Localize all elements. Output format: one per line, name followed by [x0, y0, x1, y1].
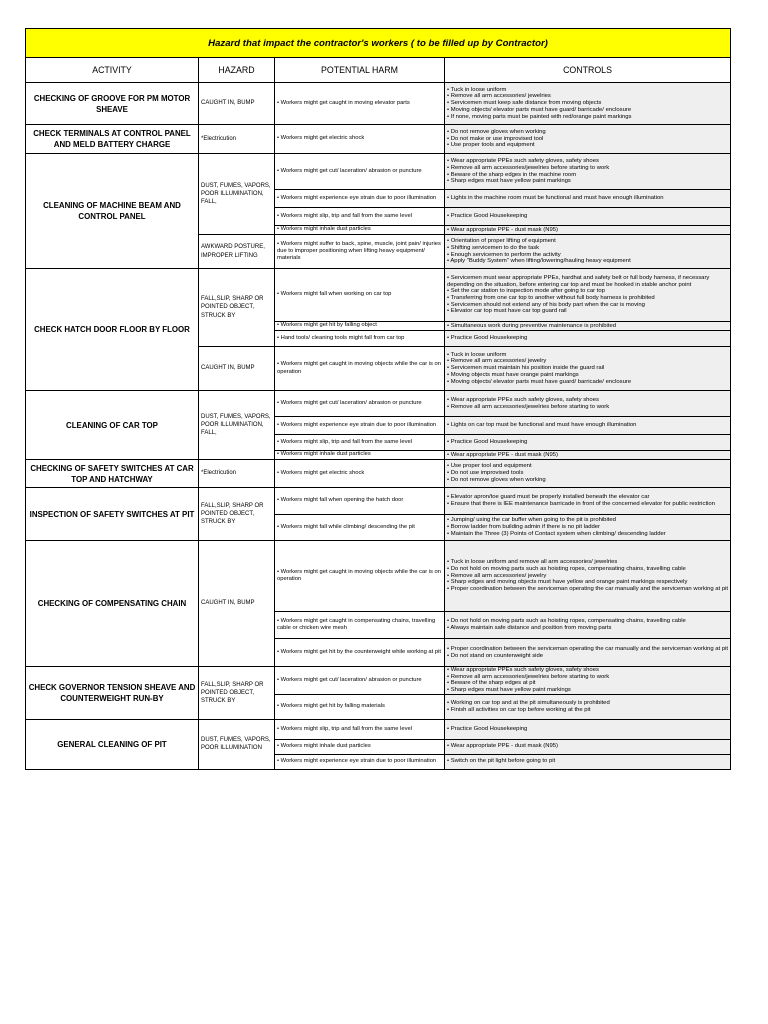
- potential-harm-cell: • Workers might get caught in moving elevator parts: [275, 83, 445, 125]
- control-item: • Elevator car top must have car top guard rail: [447, 308, 567, 315]
- control-item: • Do not use improvised tools: [447, 470, 524, 477]
- control-item: • Practice Good Housekeeping: [447, 439, 528, 446]
- activity-cell: CLEANING OF MACHINE BEAM AND CONTROL PANEL: [26, 154, 199, 269]
- control-item: • Moving objects must have orange paint markings: [447, 371, 579, 378]
- table-row: [26, 541, 731, 612]
- control-item: • Working on car top and at the pit simultaneously is prohibited: [447, 700, 610, 707]
- control-item: • Moving objects/ elevator parts must have guard/ barricade/ enclosure: [447, 378, 632, 385]
- control-item: • Wear appropriate PPEs such safety gloves, safety shoes: [447, 158, 599, 165]
- activity-cell: CLEANING OF CAR TOP: [26, 391, 199, 460]
- hazard-cell: FALL,SLIP, SHARP OR POINTED OBJECT, STRUCK BY: [199, 488, 275, 541]
- control-item: • Moving objects/ elevator parts must have guard/ barricade/ enclosure: [447, 106, 632, 113]
- control-item: • Do not remove gloves when working: [447, 476, 546, 483]
- potential-harm-cell: • Workers might experience eye strain due to poor illumination: [275, 754, 445, 769]
- potential-harm-cell: • Workers might get hit by the counterweight while working at pit: [275, 639, 445, 667]
- hazard-cell: AWKWARD POSTURE, IMPROPER LIFTING: [199, 235, 275, 269]
- hazard-cell: FALL,SLIP, SHARP OR POINTED OBJECT, STRUCK BY: [199, 667, 275, 720]
- table-row: [26, 667, 731, 695]
- control-item: • Wear appropriate PPE - dust mask (N95): [447, 743, 558, 750]
- hazard-cell: DUST, FUMES, VAPORS, POOR ILLUMINATION: [199, 719, 275, 769]
- hazard-cell: DUST, FUMES, VAPORS, POOR ILLUMINATION, FALL,: [199, 154, 275, 235]
- control-item: • Wear appropriate PPE - dust mask (N95): [447, 451, 558, 458]
- potential-harm-cell: • Workers might experience eye strain due to poor illumination: [275, 417, 445, 435]
- control-item: • Beware of the sharp edges in the machine room: [447, 171, 577, 178]
- control-item: • Do not remove gloves when working: [447, 128, 546, 135]
- table-row: [26, 125, 731, 154]
- header-potential-harm: POTENTIAL HARM: [275, 58, 445, 83]
- hazard-cell: *Electricution: [199, 125, 275, 154]
- control-item: • Remove all arm accessories/ jewelries: [447, 93, 551, 100]
- potential-harm-cell: • Workers might get hit by falling object: [275, 322, 445, 331]
- control-item: • Do not hold on moving parts such as hoisting ropes, compensating chains, travelling cable: [447, 618, 686, 625]
- control-item: • Wear appropriate PPEs such safety gloves, safety shoes: [447, 396, 599, 403]
- controls-cell: [445, 190, 731, 208]
- table-row: [26, 719, 731, 739]
- controls-cell: [445, 322, 731, 331]
- hazard-cell: CAUGHT IN, BUMP: [199, 83, 275, 125]
- potential-harm-cell: • Workers might get electric shock: [275, 460, 445, 488]
- controls-cell: [445, 83, 731, 125]
- control-item: • Orientation of proper lifting of equipment: [447, 238, 556, 245]
- control-item: • Maintain the Three (3) Points of Contact system when climbing/ descending ladder: [447, 530, 666, 537]
- controls-cell: [445, 754, 731, 769]
- control-item: • Practice Good Housekeeping: [447, 213, 528, 220]
- potential-harm-cell: • Hand tools/ cleaning tools might fall from car top: [275, 331, 445, 347]
- control-item: • Tuck in loose uniform: [447, 351, 507, 358]
- activity-cell: CHECK HATCH DOOR FLOOR BY FLOOR: [26, 269, 199, 391]
- controls-cell: [445, 347, 731, 391]
- controls-cell: [445, 541, 731, 612]
- controls-cell: [445, 488, 731, 515]
- control-item: • Proper coordination between the serviceman operating the car manually and the serviceman working at pit: [447, 586, 729, 593]
- control-item: • Servicemen must maintain his position inside the guard rail: [447, 365, 605, 372]
- hazard-cell: CAUGHT IN, BUMP: [199, 347, 275, 391]
- potential-harm-cell: • Workers might get hit by falling materials: [275, 694, 445, 719]
- control-item: • Servicemen must keep safe distance from moving objects: [447, 100, 602, 107]
- control-item: • Use proper tool and equipment: [447, 463, 532, 470]
- control-item: • Lights on car top must be functional and must have enough illumination: [447, 422, 637, 429]
- control-item: • Beware of the sharp edges at pit: [447, 680, 536, 687]
- control-item: • Enough servicemen to perform the activity: [447, 251, 561, 258]
- activity-cell: CHECK TERMINALS AT CONTROL PANEL AND MELD BATTERY CHARGE: [26, 125, 199, 154]
- control-item: • Jumping/ using the car buffer when going to the pit is prohibited: [447, 517, 616, 524]
- controls-cell: [445, 515, 731, 541]
- control-item: • Set the car station to inspection mode after going to car top: [447, 288, 605, 295]
- potential-harm-cell: • Workers might slip, trip and fall from the same level: [275, 208, 445, 226]
- control-item: • Remove all arm accessories/jewelries before starting to work: [447, 403, 610, 410]
- potential-harm-cell: • Workers might get cut/ laceration/ abrasion or puncture: [275, 154, 445, 190]
- control-item: • Practice Good Housekeeping: [447, 335, 528, 342]
- control-item: • Shifting servicemen to do the task: [447, 244, 540, 251]
- controls-cell: [445, 154, 731, 190]
- header-hazard: HAZARD: [199, 58, 275, 83]
- control-item: • Sharp edges and moving objects must have yellow and orange paint markings respectively: [447, 579, 688, 586]
- control-item: • Remove all arm accessories/ jewelry: [447, 358, 547, 365]
- controls-cell: [445, 125, 731, 154]
- table-title: Hazard that impact the contractor's workers ( to be filled up by Contractor): [26, 29, 731, 58]
- controls-cell: [445, 612, 731, 639]
- potential-harm-cell: • Workers might fall while climbing/ descending the pit: [275, 515, 445, 541]
- activity-cell: INSPECTION OF SAFETY SWITCHES AT PIT: [26, 488, 199, 541]
- controls-cell: [445, 235, 731, 269]
- header-row: [26, 58, 731, 83]
- potential-harm-cell: • Workers might experience eye strain due to poor illumination: [275, 190, 445, 208]
- control-item: • Transferring from one car top to another without full body harness is prohibited: [447, 295, 655, 301]
- control-item: • Apply "Buddy System" when lifting/lowering/hauling heavy equipment: [447, 258, 631, 265]
- control-item: • Practice Good Housekeeping: [447, 725, 528, 732]
- control-item: • Sharp edges must have yellow paint markings: [447, 178, 571, 185]
- control-item: • Do not make or use improvised tool: [447, 135, 544, 142]
- potential-harm-cell: • Workers might inhale dust particles: [275, 226, 445, 235]
- potential-harm-cell: • Workers might fall when opening the hatch door: [275, 488, 445, 515]
- hazard-table: [25, 28, 731, 770]
- control-item: • Use proper tools and equipment: [447, 142, 535, 149]
- table-row: [26, 460, 731, 488]
- hazard-assessment-sheet: [25, 28, 730, 770]
- control-item: • Tuck in loose uniform and remove all arm accessories/ jewelries: [447, 559, 618, 566]
- control-item: • Remove all arm accessories/jewelries before starting to work: [447, 164, 610, 171]
- potential-harm-cell: • Workers might get cut/ laceration/ abrasion or puncture: [275, 667, 445, 695]
- hazard-cell: FALL,SLIP, SHARP OR POINTED OBJECT, STRUCK BY: [199, 269, 275, 347]
- controls-cell: [445, 208, 731, 226]
- potential-harm-cell: • Workers might get caught in compensating chains, travelling cable or chicken wire mesh: [275, 612, 445, 639]
- control-item: • Elevator apron/toe guard must be properly installed beneath the elevator car: [447, 494, 650, 501]
- controls-cell: [445, 331, 731, 347]
- activity-cell: GENERAL CLEANING OF PIT: [26, 719, 199, 769]
- activity-cell: CHECK GOVERNOR TENSION SHEAVE AND COUNTERWEIGHT RUN-BY: [26, 667, 199, 720]
- potential-harm-cell: • Workers might get caught in moving objects while the car is on operation: [275, 347, 445, 391]
- controls-cell: [445, 719, 731, 739]
- controls-cell: [445, 391, 731, 417]
- control-item: • If none, moving parts must be painted with red/orange paint markings: [447, 113, 632, 120]
- table-body: [26, 83, 731, 770]
- potential-harm-cell: • Workers might slip, trip and fall from the same level: [275, 719, 445, 739]
- potential-harm-cell: • Workers might inhale dust particles: [275, 739, 445, 754]
- table-row: [26, 269, 731, 322]
- table-row: [26, 488, 731, 515]
- table-row: [26, 83, 731, 125]
- controls-cell: [445, 417, 731, 435]
- potential-harm-cell: • Workers might get cut/ laceration/ abrasion or puncture: [275, 391, 445, 417]
- control-item: • Borrow ladder from building admin if there is no pit ladder: [447, 524, 601, 531]
- control-item: • Wear appropriate PPE - dust mask (N95): [447, 226, 558, 233]
- control-item: • Wear appropriate PPEs such safety gloves, safety shoes: [447, 667, 599, 673]
- hazard-cell: CAUGHT IN, BUMP: [199, 541, 275, 667]
- controls-cell: [445, 667, 731, 695]
- controls-cell: [445, 739, 731, 754]
- activity-cell: CHECKING OF GROOVE FOR PM MOTOR SHEAVE: [26, 83, 199, 125]
- controls-cell: [445, 451, 731, 460]
- controls-cell: [445, 694, 731, 719]
- table-row: [26, 154, 731, 190]
- controls-cell: [445, 226, 731, 235]
- control-item: • Finish all activities on car top before working at the pit: [447, 706, 591, 713]
- potential-harm-cell: • Workers might fall when working on car top: [275, 269, 445, 322]
- control-item: • Switch on the pit light before going to pit: [447, 758, 556, 765]
- control-item: • Always maintain safe distance and position from moving parts: [447, 625, 612, 631]
- control-item: • Tuck in loose uniform: [447, 86, 507, 93]
- controls-cell: [445, 460, 731, 488]
- controls-cell: [445, 435, 731, 451]
- potential-harm-cell: • Workers might get caught in moving objects while the car is on operation: [275, 541, 445, 612]
- control-item: • Servicemen must wear appropriate PPEs, hardhat and safety belt or full body harness, if necessary depending on the situation, before entering car top and must be hooked in stable anchor point: [447, 274, 710, 288]
- activity-cell: CHECKING OF SAFETY SWITCHES AT CAR TOP AND HATCHWAY: [26, 460, 199, 488]
- hazard-cell: *Electricution: [199, 460, 275, 488]
- activity-cell: CHECKING OF COMPENSATING CHAIN: [26, 541, 199, 667]
- header-activity: ACTIVITY: [26, 58, 199, 83]
- control-item: • Lights in the machine room must be functional and must have enough illumination: [447, 195, 664, 202]
- control-item: • Do not hold on moving parts such as hoisting ropes, compensating chains, travelling cable: [447, 565, 686, 572]
- control-item: • Simultaneous work during preventive maintenance is prohibited: [447, 322, 617, 329]
- controls-cell: [445, 639, 731, 667]
- potential-harm-cell: • Workers might suffer to back, spine, muscle, joint pain/ injuries due to improper positioning when lifting heavy equipment/ materials: [275, 235, 445, 269]
- control-item: • Remove all arm accessories/jewelries before starting to work: [447, 673, 610, 680]
- control-item: • Sharp edges must have yellow paint markings: [447, 687, 571, 694]
- potential-harm-cell: • Workers might inhale dust particles: [275, 451, 445, 460]
- table-row: [26, 391, 731, 417]
- controls-cell: [445, 269, 731, 322]
- header-controls: CONTROLS: [445, 58, 731, 83]
- control-item: • Servicemen should not extend any of his body part when the car is moving: [447, 301, 645, 308]
- control-item: • Ensure that there is IEE maintenance barricade in front of the concerned elevator for public restriction: [447, 501, 715, 507]
- control-item: • Remove all arm accessories/ jewelry: [447, 572, 547, 579]
- hazard-cell: DUST, FUMES, VAPORS, POOR ILLUMINATION, FALL,: [199, 391, 275, 460]
- title-row: [26, 29, 731, 58]
- control-item: • Do not stand on counterweight side: [447, 652, 544, 659]
- potential-harm-cell: • Workers might get electric shock: [275, 125, 445, 154]
- control-item: • Proper coordination between the serviceman operating the car manually and the serviceman working at pit: [447, 645, 729, 652]
- potential-harm-cell: • Workers might slip, trip and fall from the same level: [275, 435, 445, 451]
